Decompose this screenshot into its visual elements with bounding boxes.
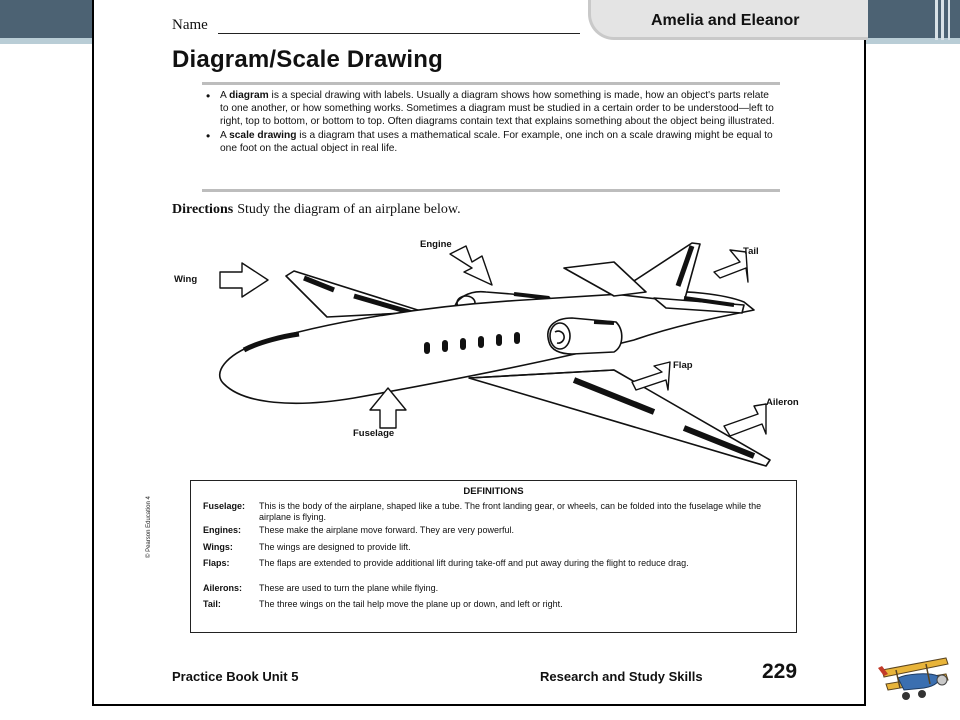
definition-text: This is the body of the airplane, shaped like a tube. The front landing gear, or wheels, can be folded into the fuselage while the airplane is flying. [259, 501, 762, 522]
definitions-title: DEFINITIONS [463, 486, 524, 497]
student-names: Amelia and Eleanor [651, 12, 800, 29]
engine-arrow [450, 246, 492, 285]
definition-term: Flaps: [203, 558, 230, 568]
slide-deco-bar [948, 0, 950, 40]
flap-arrow [632, 362, 670, 390]
bullet-scale-drawing: • A scale drawing is a diagram that uses a mathematical scale. For example, one inch on a scale drawing might be equal to one foot on the actual object in real life. [206, 130, 780, 156]
window [496, 334, 502, 346]
definition-text: The wings are designed to provide lift. [259, 542, 411, 552]
label-engine: Engine [420, 239, 452, 250]
definition-text: These make the airplane move forward. They are very powerful. [259, 525, 514, 535]
window [442, 340, 448, 352]
airplane-diagram [94, 0, 868, 480]
name-label: Name [172, 17, 208, 33]
definition-text: The flaps are extended to provide additional lift during take-off and put away during the flight to reduce drag. [259, 558, 689, 568]
slide-deco-bar [935, 0, 938, 40]
definition-term: Ailerons: [203, 583, 243, 593]
window [460, 338, 466, 350]
directions-text: Study the diagram of an airplane below. [237, 202, 461, 217]
term-diagram: diagram [229, 90, 269, 101]
near-engine-stripe [594, 322, 614, 323]
aileron-arrow [724, 404, 766, 436]
copyright-note: © Pearson Education 4 [146, 496, 152, 558]
definition-term: Tail: [203, 599, 221, 609]
worksheet-page [92, 0, 866, 706]
definition-term: Engines: [203, 525, 242, 535]
directions-label: Directions [172, 202, 234, 217]
bullet-diagram: • A diagram is a special drawing with labels. Usually a diagram shows how something is made, how an object's parts relate to one another, or how something works. Sometimes a diagram must be studied in a certain order to be understood—left to right, top to bottom, or bottom to top. Often diagrams contain text that explains something about the object being illustrated. [206, 90, 780, 128]
window [514, 332, 520, 344]
definition-term: Wings: [203, 542, 233, 552]
term-scale-drawing: scale drawing [229, 130, 297, 142]
slide-deco-dash [870, 50, 888, 52]
label-tail: Tail [743, 246, 759, 257]
biplane-clipart-icon [876, 650, 954, 708]
definition-text: The three wings on the tail help move the plane up or down, and left or right. [259, 599, 563, 609]
label-wing: Wing [174, 274, 198, 285]
definitions-box [190, 480, 797, 633]
slide-deco-bar [941, 0, 944, 40]
window [478, 336, 484, 348]
near-wing [469, 370, 770, 466]
label-aileron: Aileron [766, 397, 799, 408]
footer-book-unit: Practice Book Unit 5 [172, 669, 299, 684]
definition-text: These are used to turn the plane while flying. [259, 583, 439, 593]
page-title: Diagram/Scale Drawing [172, 46, 443, 73]
label-flap: Flap [673, 360, 693, 371]
far-wing-stripe [304, 278, 334, 290]
label-fuselage: Fuselage [353, 428, 395, 439]
wing-arrow [220, 263, 268, 297]
definition-term: Fuselage: [203, 501, 246, 511]
window [424, 342, 430, 354]
tail-stabilizer-left [564, 262, 646, 296]
page-number: 229 [762, 660, 798, 683]
footer-section: Research and Study Skills [540, 669, 703, 684]
